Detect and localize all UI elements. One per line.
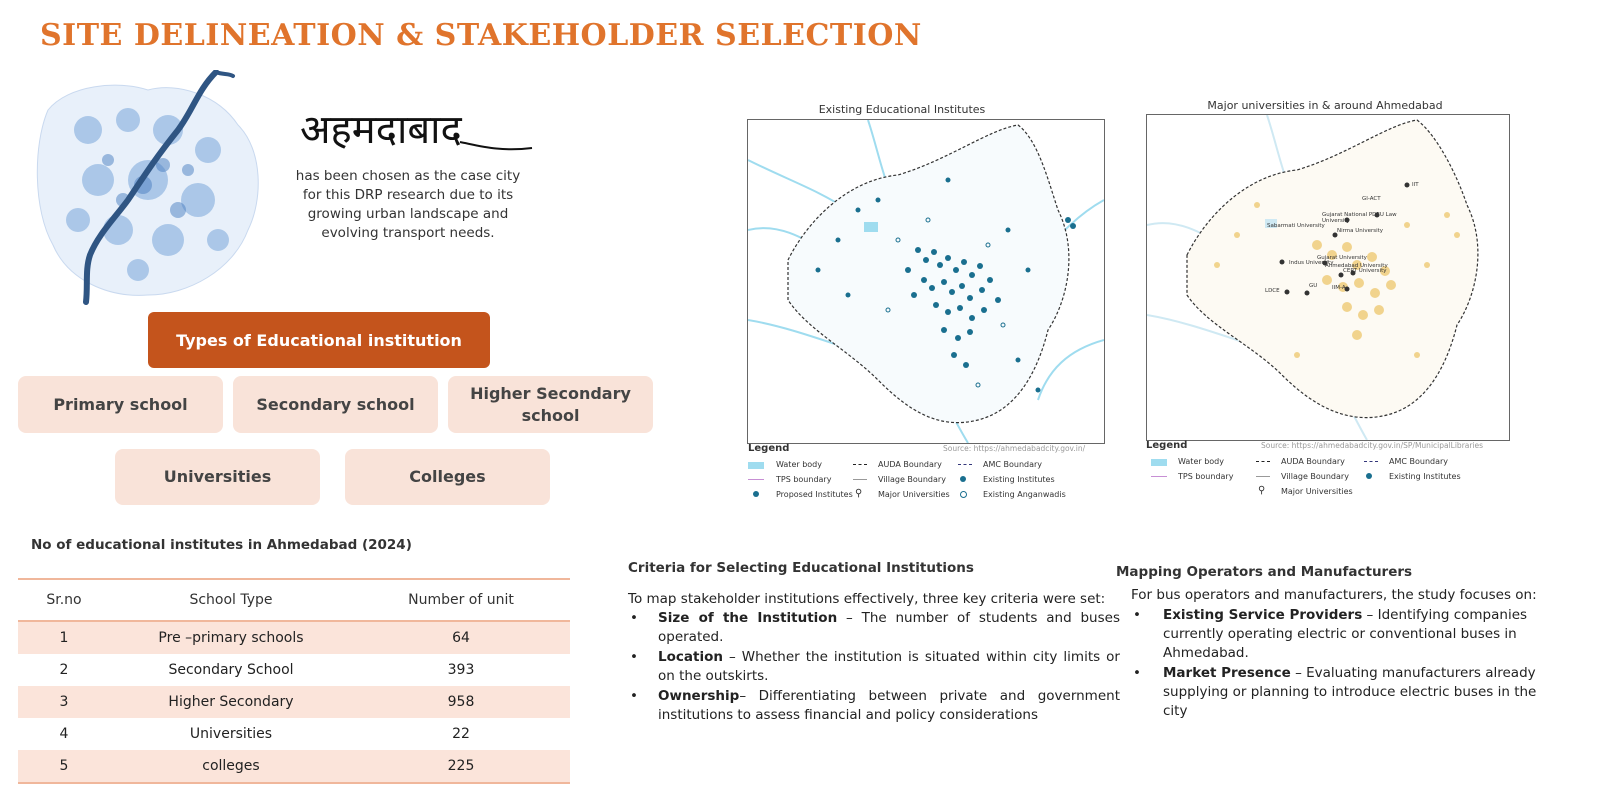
legend-existing: Existing Institutes	[1389, 472, 1461, 481]
operators-item-text: – Evaluating manufacturers already supplying or planning to introduce electric buses in the city	[1163, 665, 1537, 719]
header-number: Number of unit	[352, 579, 570, 621]
operators-list	[1131, 606, 1561, 722]
list-item	[628, 687, 1120, 725]
cell-number: 64	[352, 621, 570, 654]
calligraphy-swoosh	[300, 138, 540, 166]
cell-type: Universities	[189, 726, 273, 742]
label-gnlu: Gujarat National PDEU Law University	[1322, 212, 1397, 224]
city-name-hindi: अहमदाबाद	[300, 107, 462, 153]
table-title: No of educational institutes in Ahmedabad (2024)	[31, 537, 412, 553]
cell-type: colleges	[110, 750, 352, 783]
legend-major: Major Universities	[878, 490, 950, 499]
types-heading: Types of Educational institution	[148, 312, 490, 368]
cell-type: Higher Secondary	[110, 686, 352, 718]
label-iit: IIT	[1412, 182, 1419, 188]
label-gu: GU	[1309, 283, 1318, 289]
legend-tps: TPS boundary	[776, 475, 832, 484]
legend-title: Legend	[748, 443, 790, 454]
type-secondary-school: Secondary school	[233, 376, 438, 433]
list-item	[1131, 664, 1561, 721]
cell-srno: 5	[18, 750, 110, 783]
map2-legend	[1146, 440, 1506, 500]
institutes-table	[18, 578, 570, 784]
water-swatch-icon	[748, 462, 764, 469]
tps-line-icon	[748, 479, 764, 480]
cell-number: 22	[452, 726, 470, 742]
legend-tps: TPS boundary	[1178, 472, 1234, 481]
legend-title: Legend	[1146, 440, 1188, 451]
cell-srno: 3	[18, 686, 110, 718]
criteria-item-bold: Ownership	[658, 688, 740, 704]
criteria-list	[628, 609, 1120, 726]
existing-dot-icon	[1366, 473, 1372, 479]
cell-type: Secondary School	[168, 662, 294, 678]
cell-srno: 1	[18, 621, 110, 654]
list-item	[628, 648, 1120, 686]
existing-dot-icon	[960, 476, 966, 482]
legend-proposed: Proposed Institutes	[776, 490, 853, 499]
map1-title: Existing Educational Institutes	[818, 103, 986, 116]
map2-labels	[1147, 115, 1509, 440]
intro-text: has been chosen as the case city for this DRP research due to its growing urban landscape and evolving transport needs.	[295, 168, 521, 241]
legend-existing: Existing Institutes	[983, 475, 1055, 484]
cell-srno: 2	[59, 662, 69, 678]
village-line-icon	[1256, 476, 1270, 477]
tps-line-icon	[1151, 476, 1167, 477]
water-swatch-icon	[1151, 459, 1167, 466]
operators-item-bold: Existing Service Providers	[1163, 607, 1363, 623]
legend-water: Water body	[1178, 457, 1224, 466]
cell-type: Pre –primary schools	[110, 621, 352, 654]
table-row	[18, 686, 570, 718]
criteria-item-text: – Whether the institution is situated within city limits or on the outskirts.	[658, 649, 1120, 684]
operators-item-bold: Market Presence	[1163, 665, 1291, 681]
label-iim: IIM-A	[1332, 285, 1346, 291]
cell-srno: 4	[59, 726, 69, 742]
proposed-dot-icon	[753, 491, 759, 497]
operators-item-text: – Identifying companies currently operating electric or conventional buses in Ahmedabad.	[1163, 607, 1528, 661]
ahmedabad-city-map	[28, 70, 268, 305]
table-header-row	[18, 579, 570, 621]
anganwadi-ring-icon	[960, 491, 967, 498]
operators-intro: For bus operators and manufacturers, the study focuses on:	[1131, 587, 1537, 603]
cell-number: 225	[352, 750, 570, 783]
table-row	[18, 654, 570, 686]
cell-number: 393	[447, 662, 475, 678]
table-row	[18, 718, 570, 750]
auda-line-icon	[853, 464, 867, 465]
type-colleges: Colleges	[345, 449, 550, 505]
legend-water: Water body	[776, 460, 822, 469]
legend-village: Village Boundary	[878, 475, 946, 484]
legend-source: Source: https://ahmedabadcity.gov.in/SP/MunicipalLibraries	[1261, 441, 1484, 450]
label-sabarmati: Sabarmati University	[1267, 223, 1325, 229]
criteria-intro: To map stakeholder institutions effectively, three key criteria were set:	[628, 591, 1106, 607]
map1-legend	[748, 443, 1098, 503]
criteria-item-bold: Size of the Institution	[658, 610, 838, 626]
legend-amc: AMC Boundary	[983, 460, 1043, 469]
criteria-item-bold: Location	[658, 649, 723, 665]
village-line-icon	[853, 479, 867, 480]
auda-line-icon	[1256, 461, 1270, 462]
table-row	[18, 750, 570, 783]
type-universities: Universities	[115, 449, 320, 505]
operators-title: Mapping Operators and Manufacturers	[1116, 564, 1413, 580]
pin-icon: ⚲	[855, 488, 863, 499]
table-row	[18, 621, 570, 654]
criteria-item-text: – The number of students and buses operated.	[658, 610, 1120, 645]
label-cept: CEPT University	[1343, 268, 1387, 274]
label-nirma: Nirma University	[1337, 228, 1384, 234]
legend-amc: AMC Boundary	[1389, 457, 1449, 466]
amc-line-icon	[1364, 461, 1378, 462]
legend-anganwadis: Existing Anganwadis	[983, 490, 1066, 499]
type-primary-school: Primary school	[18, 376, 223, 433]
legend-source: Source: https://ahmedabadcity.gov.in/	[943, 444, 1086, 453]
map2-title: Major universities in & around Ahmedabad	[1207, 99, 1443, 112]
label-giact: GI-ACT	[1362, 196, 1381, 202]
label-gujarat: Gujarat University	[1317, 255, 1367, 261]
criteria-item-text: – Differentiating between private and government institutions to assess financial and policy considerations	[658, 688, 1120, 723]
cell-number: 958	[352, 686, 570, 718]
criteria-title: Criteria for Selecting Educational Institutions	[628, 560, 974, 576]
label-indus: Indus University	[1289, 260, 1334, 266]
label-ahmedabad: Ahmedabad University	[1325, 263, 1388, 269]
legend-auda: AUDA Boundary	[878, 460, 942, 469]
legend-village: Village Boundary	[1281, 472, 1349, 481]
label-ldce: LDCE	[1265, 288, 1280, 294]
existing-institutes-map	[747, 119, 1105, 444]
page-title: SITE DELINEATION & STAKEHOLDER SELECTION	[40, 18, 922, 53]
legend-auda: AUDA Boundary	[1281, 457, 1345, 466]
pin-icon: ⚲	[1258, 485, 1266, 496]
legend-major: Major Universities	[1281, 487, 1353, 496]
type-higher-secondary-school: Higher Secondary school	[448, 376, 653, 433]
list-item	[628, 609, 1120, 647]
list-item	[1131, 606, 1561, 663]
header-school-type: School Type	[110, 579, 352, 621]
amc-line-icon	[958, 464, 972, 465]
header-srno: Sr.no	[18, 579, 110, 621]
